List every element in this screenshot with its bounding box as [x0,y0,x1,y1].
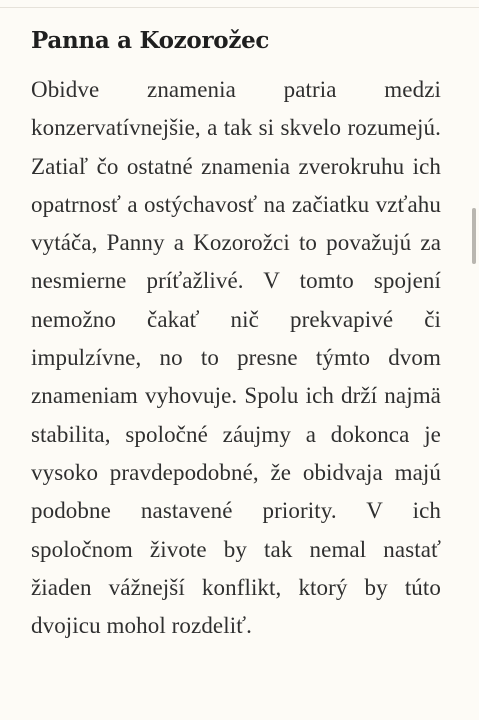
article-paragraph: Obidve znamenia patria medzi konzervatívnejšie, a tak si skvelo rozumejú. Zatiaľ čo ostatné znamenia zverokruhu ich opatrnosť a ostýchavosť na začiatku vzťahu vytáča, Panny a Kozorožci to považujú za nesmierne príťažlivé. V tomto spojení nemožno čakať nič prekvapivé či impulzívne, no to presne týmto dvom znameniam vyhovuje. Spolu ich drží najmä stabilita, spoločné záujmy a dokonca je vysoko pravdepodobné, že obidvaja majú podobne nastavené priority. V ich spoločnom živote by tak nemal nastať žiaden vážnejší konflikt, ktorý by túto dvojicu mohol rozdeliť. [31,77,441,639]
article-section [31,23,441,645]
top-divider [0,0,479,8]
scrollbar-thumb[interactable] [472,208,476,264]
section-heading: Panna a Kozorožec [31,27,270,54]
